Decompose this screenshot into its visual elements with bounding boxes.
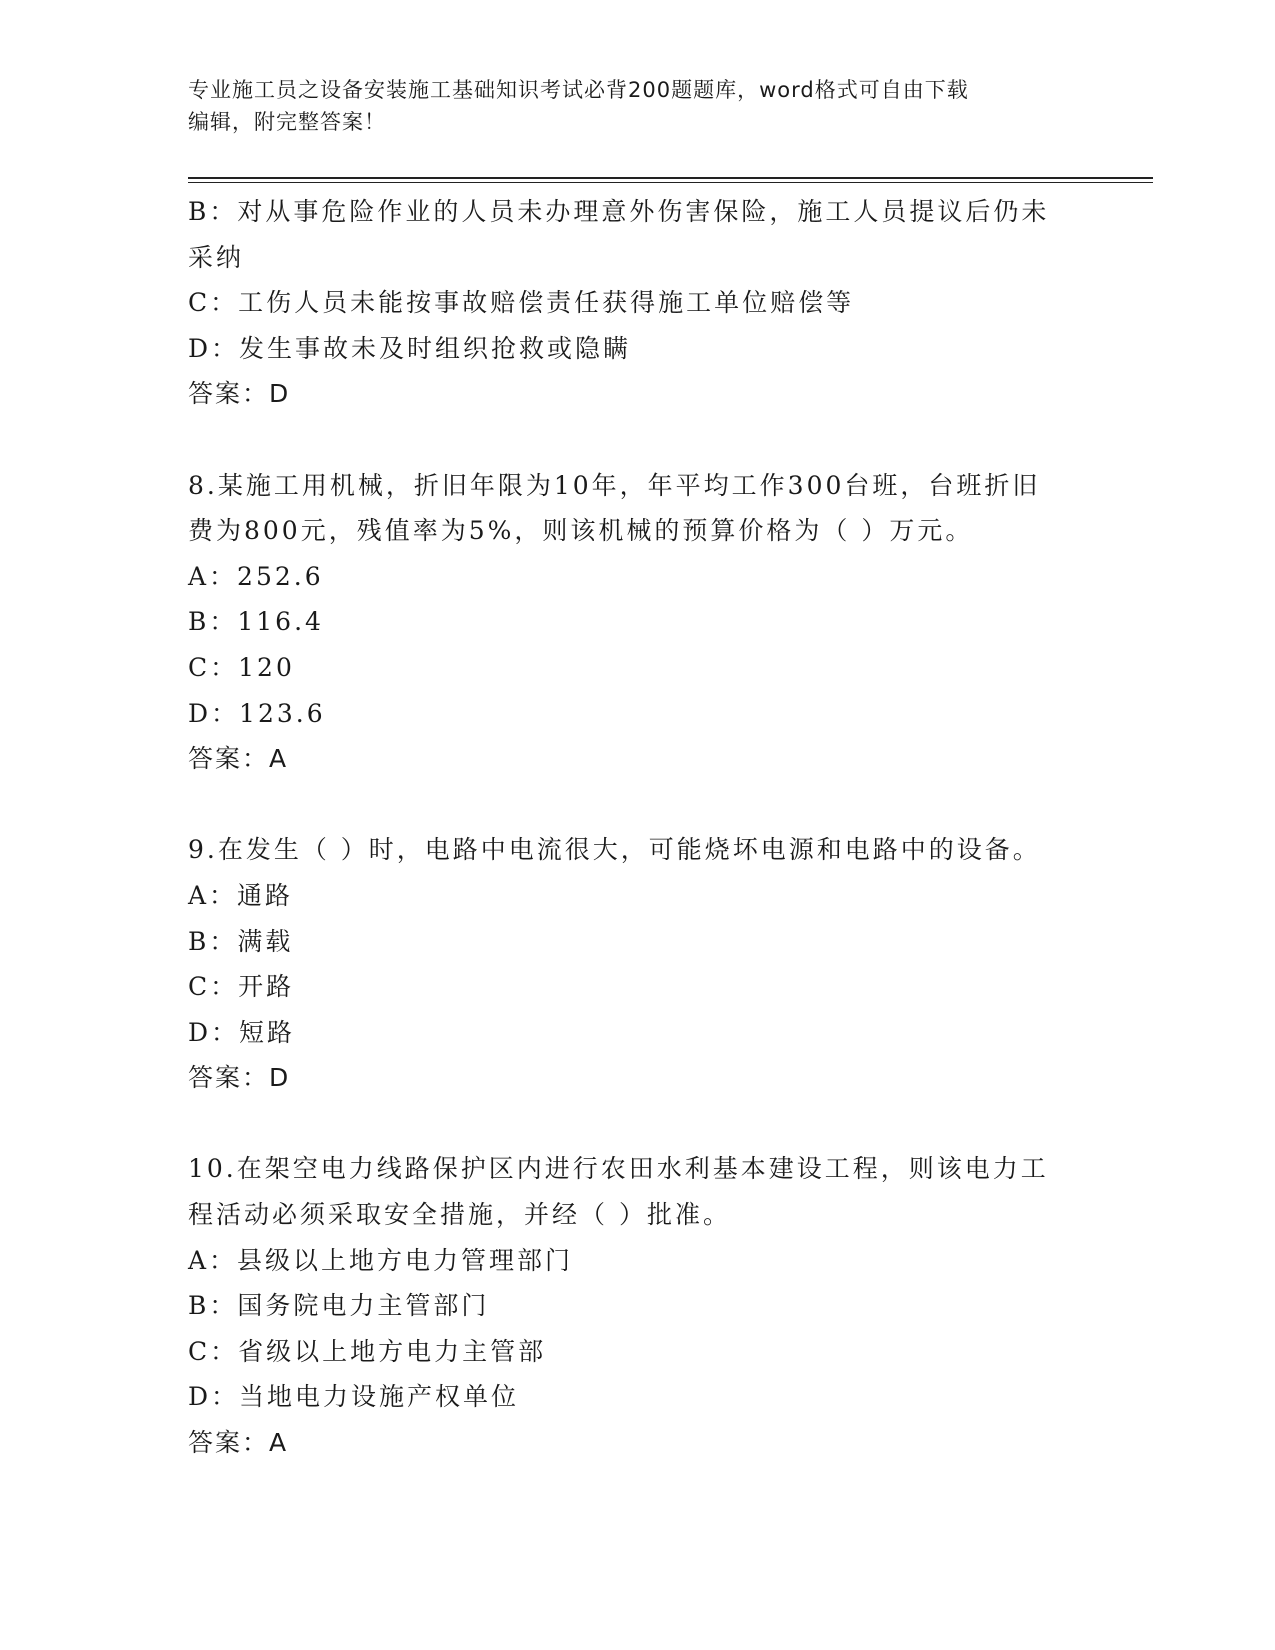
header-line-1: 专业施工员之设备安装施工基础知识考试必背200题题库，word格式可自由下载 — [188, 78, 969, 102]
option-c: C：120 — [188, 652, 295, 682]
option-b: B：116.4 — [188, 607, 324, 637]
spacer — [188, 782, 1088, 828]
option-d: D：发生事故未及时组织抢救或隐瞒 — [188, 333, 632, 363]
option-b: B：满载 — [188, 926, 294, 956]
option-d: D：123.6 — [188, 698, 326, 728]
question-10 — [188, 1146, 1088, 1465]
question-8 — [188, 463, 1088, 782]
option-a: A：252.6 — [188, 561, 324, 591]
option-d: D：短路 — [188, 1017, 296, 1047]
header-line-2: 编辑，附完整答案！ — [188, 110, 386, 134]
question-10-text-line-1: 10.在架空电力线路保护区内进行农田水利基本建设工程，则该电力工 — [188, 1154, 1049, 1184]
spacer — [188, 417, 1088, 463]
answer: 答案：D — [188, 1063, 291, 1093]
option-b: B：国务院电力主管部门 — [188, 1291, 490, 1321]
document-header — [188, 74, 1068, 138]
option-c: C：开路 — [188, 972, 295, 1002]
question-9-text-line-1: 9.在发生（ ）时，电路中电流很大，可能烧坏电源和电路中的设备。 — [188, 835, 1041, 865]
header-divider-thick — [188, 177, 1153, 179]
question-9 — [188, 827, 1088, 1101]
option-b-line-2: 采纳 — [188, 242, 245, 272]
option-c: C：省级以上地方电力主管部 — [188, 1336, 547, 1366]
option-b-line-1: B：对从事危险作业的人员未办理意外伤害保险，施工人员提议后仍未 — [188, 197, 1050, 226]
header-divider-thin — [188, 182, 1153, 183]
answer: 答案：D — [188, 379, 291, 409]
question-10-text-line-2: 程活动必须采取安全措施，并经（ ）批准。 — [188, 1200, 731, 1230]
option-a: A：通路 — [188, 880, 294, 910]
question-8-text-line-2: 费为800元，残值率为5%，则该机械的预算价格为（ ）万元。 — [188, 516, 974, 546]
answer: 答案：A — [188, 744, 289, 774]
option-c: C：工伤人员未能按事故赔偿责任获得施工单位赔偿等 — [188, 288, 855, 318]
question-content — [188, 189, 1088, 1466]
spacer — [188, 1101, 1088, 1147]
question-7-tail — [188, 189, 1088, 417]
option-a: A：县级以上地方电力管理部门 — [188, 1245, 574, 1275]
option-d: D：当地电力设施产权单位 — [188, 1382, 520, 1412]
answer: 答案：A — [188, 1428, 289, 1458]
question-8-text-line-1: 8.某施工用机械，折旧年限为10年，年平均工作300台班，台班折旧 — [188, 470, 1041, 500]
